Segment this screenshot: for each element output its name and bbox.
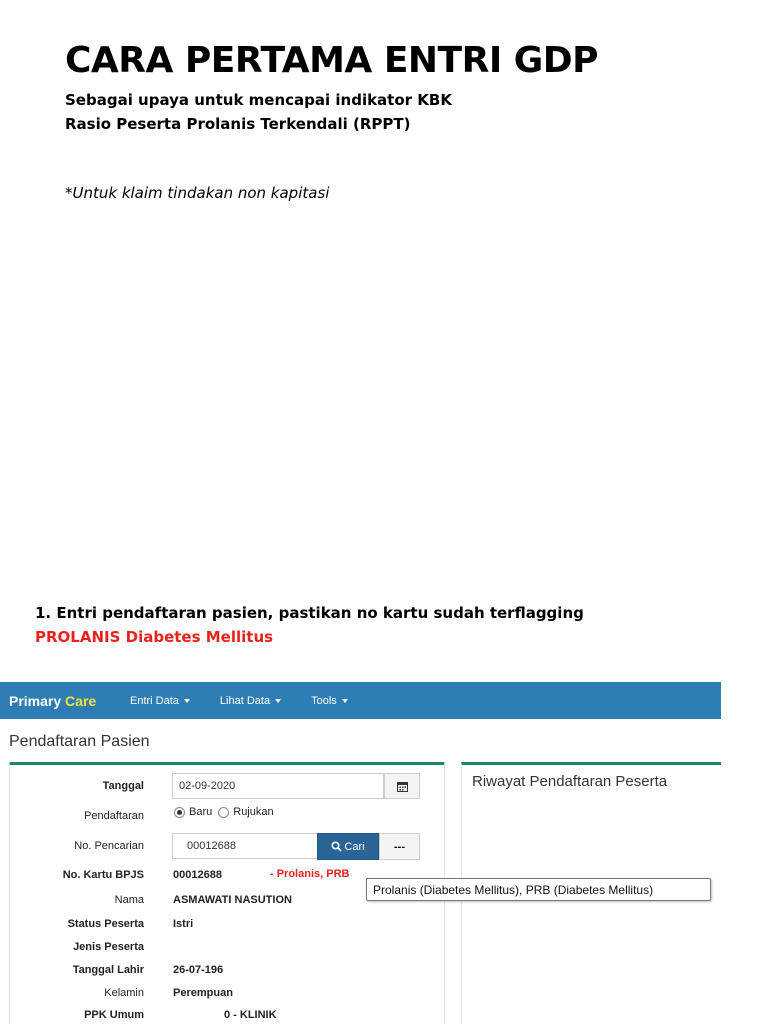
cari-button-label: Cari bbox=[344, 840, 365, 853]
tanggal-input[interactable]: 02-09-2020 bbox=[172, 773, 384, 799]
menu-entri-data-label: Entri Data bbox=[130, 694, 179, 707]
brand-logo[interactable] bbox=[9, 693, 130, 709]
caret-down-icon bbox=[342, 699, 348, 703]
more-button[interactable]: --- bbox=[379, 833, 420, 860]
menu-tools[interactable] bbox=[311, 695, 348, 707]
lahir-label: Tanggal Lahir bbox=[72, 964, 144, 976]
ppk-value: 0 - KLINIK bbox=[224, 1009, 277, 1021]
slide-note: *Untuk klaim tindakan non kapitasi bbox=[65, 184, 330, 202]
status-value: Istri bbox=[173, 918, 194, 930]
menu-entri-data[interactable] bbox=[130, 695, 190, 707]
nama-value: ASMAWATI NASUTION bbox=[173, 894, 292, 906]
menu-lihat-data[interactable] bbox=[220, 695, 281, 707]
kelamin-label: Kelamin bbox=[104, 987, 144, 999]
slide-subtitle-indicator: Sebagai upaya untuk mencapai indikator KBK bbox=[65, 91, 452, 109]
brand-primary: Primary bbox=[9, 692, 62, 709]
caret-down-icon bbox=[184, 699, 190, 703]
menu-lihat-data-label: Lihat Data bbox=[219, 694, 271, 707]
pencarian-label: No. Pencarian bbox=[74, 840, 144, 852]
nama-label: Nama bbox=[114, 894, 144, 906]
calendar-icon bbox=[397, 781, 408, 792]
radio-baru-label: Baru bbox=[189, 806, 213, 818]
prolanis-flag[interactable]: - Prolanis, PRB bbox=[270, 868, 350, 880]
page-heading: Pendaftaran Pasien bbox=[9, 733, 150, 750]
radio-rujukan-label: Rujukan bbox=[233, 806, 274, 818]
lahir-value: 26-07-196 bbox=[173, 964, 224, 976]
slide-subtitle-rppt: Rasio Peserta Prolanis Terkendali (RPPT) bbox=[65, 115, 411, 133]
pendaftaran-options bbox=[174, 806, 274, 818]
pendaftaran-label: Pendaftaran bbox=[84, 810, 144, 822]
tanggal-label: Tanggal bbox=[102, 780, 144, 792]
step-1-highlight: PROLANIS Diabetes Mellitus bbox=[35, 628, 274, 646]
slide-title: CARA PERTAMA ENTRI GDP bbox=[65, 40, 599, 81]
history-panel-title: Riwayat Pendaftaran Peserta bbox=[472, 773, 668, 790]
kelamin-value: Perempuan bbox=[173, 987, 233, 999]
calendar-button[interactable] bbox=[384, 773, 420, 799]
caret-down-icon bbox=[275, 699, 281, 703]
brand-care: Care bbox=[65, 692, 97, 709]
radio-baru[interactable] bbox=[174, 807, 185, 818]
ppk-label: PPK Umum bbox=[84, 1009, 144, 1021]
step-1-text: 1. Entri pendaftaran pasien, pastikan no kartu sudah terflagging bbox=[35, 604, 584, 622]
prolanis-tooltip: Prolanis (Diabetes Mellitus), PRB (Diabetes Mellitus) bbox=[366, 878, 711, 901]
menu-tools-label: Tools bbox=[311, 694, 337, 707]
pencarian-input[interactable]: 00012688 bbox=[172, 833, 318, 859]
radio-rujukan[interactable] bbox=[218, 807, 229, 818]
search-icon bbox=[331, 841, 342, 852]
cari-button[interactable] bbox=[317, 833, 379, 860]
status-label: Status Peserta bbox=[67, 918, 144, 930]
jenis-label: Jenis Peserta bbox=[73, 941, 144, 953]
navbar bbox=[0, 682, 721, 719]
kartu-label: No. Kartu BPJS bbox=[62, 869, 144, 881]
kartu-value: 00012688 bbox=[173, 869, 222, 881]
